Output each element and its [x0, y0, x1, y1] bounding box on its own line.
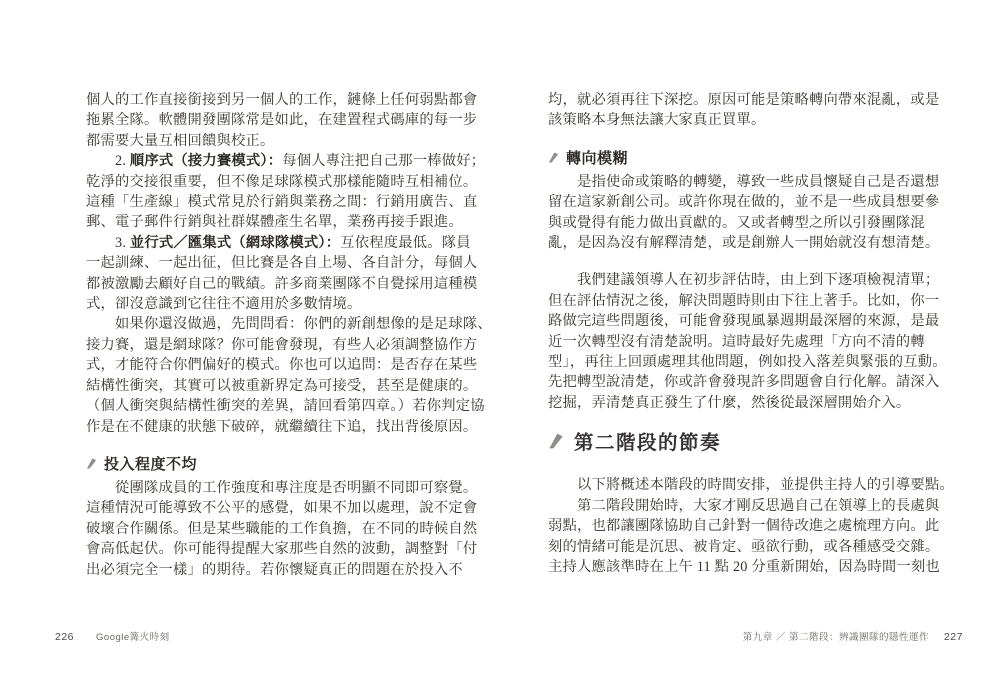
text-line: 一起訓練、一起出征，但比賽是各自上場、各自計分，每個人	[86, 255, 478, 272]
text-line: 亂，是因為沒有解釋清楚，或是創辦人一開始就沒有想清楚。	[548, 235, 940, 252]
page-right	[548, 90, 958, 577]
text-line: 第二階段開始時，大家才剛反思過自己在領導上的長處與	[577, 497, 940, 514]
text-line: 式，才能符合你們偏好的模式。你也可以追問：是否存在某些	[86, 357, 478, 374]
text-line: 是指使命或策略的轉變，導致一些成員懷疑自己是否還想	[577, 173, 940, 190]
text-line: 近一次轉型沒有清楚說明。這時最好先處理「方向不清的轉	[548, 333, 925, 350]
text-line: 結構性衝突，其實可以被重新界定為可接受，甚至是健康的。	[86, 377, 478, 394]
pen-icon	[86, 457, 97, 470]
section-heading-large	[548, 427, 958, 455]
page-number-right: 227	[943, 631, 963, 643]
paragraph	[548, 270, 958, 413]
text-line: 乾淨的交接很重要，但不像足球隊模式那樣能隨時互相補位。	[86, 173, 478, 190]
running-title-chapter: 第九章 ／ 第二階段：辨識團隊的隱性運作	[742, 632, 929, 643]
running-title-book: Google篝火時刻	[96, 632, 170, 643]
text-line: 作是在不健康的狀態下破碎，就繼續往下追，找出背後原因。	[86, 418, 478, 435]
text-line: 該策略本身無法讓大家真正買單。	[548, 112, 766, 129]
text-line: 接力賽，還是網球隊？你可能會發現，有些人必須調整協作方	[86, 336, 478, 353]
footer-right	[743, 629, 963, 643]
text-line: 都被激勵去顧好自己的戰績。許多商業團隊不自覺採用這種模	[86, 275, 478, 292]
page-left	[86, 90, 492, 580]
text-line: 以下將概述本階段的時間安排，並提供主持人的引導要點。	[577, 477, 954, 494]
text-line: 先把轉型說清楚，你或許會發現許多問題會自行化解。請深入	[548, 374, 940, 391]
text-line: 刻的情緒可能是沉思、被肯定、亟欲行動，或各種感受交雜。	[548, 538, 940, 555]
paragraph	[548, 475, 958, 577]
text-line: 但在評估情況之後，解決問題時則由下往上著手。比如，你一	[548, 292, 940, 309]
text-line: 拖累全隊。軟體開發團隊常是如此，在建置程式碼庫的每一步	[86, 112, 478, 129]
pen-icon	[548, 151, 559, 164]
page-number-left: 226	[55, 631, 75, 643]
paragraph	[86, 314, 492, 436]
text-line: 我們建議領導人在初步評估時，由上到下逐項檢視清單；	[577, 272, 940, 289]
text-line: 式，卻沒意識到它往往不適用於多數情境。	[86, 296, 362, 313]
text-line: 主持人應該準時在上午 11 點 20 分重新開始，因為時間一刻也	[548, 558, 940, 575]
text-line: 2. 順序式（接力賽模式）：每個人專注把自己那一棒做好；	[115, 153, 486, 170]
text-line: 如果你還沒做過，先問問看：你們的新創想像的是足球隊、	[115, 316, 492, 333]
footer-left	[55, 629, 170, 643]
text-line: 個人的工作直接銜接到另一個人的工作，鏈條上任何弱點都會	[86, 92, 478, 108]
pen-icon	[548, 432, 564, 450]
text-line: 郵、電子郵件行銷與社群媒體產生名單，業務再接手跟進。	[86, 214, 463, 231]
text-line: 破壞合作關係。但是某些職能的工作負擔，在不同的時候自然	[86, 520, 478, 537]
paragraph	[86, 478, 478, 580]
text-line: （個人衝突與結構性衝突的差異，請回看第四章。）若你判定協	[86, 398, 485, 415]
text-line: 3. 並行式／匯集式（網球隊模式）：互依程度最低。隊員	[115, 234, 471, 251]
paragraph	[86, 233, 478, 315]
text-line: 都需要大量互相回饋與校正。	[86, 132, 275, 149]
heading-text: 投入程度不均	[104, 456, 198, 473]
section-heading	[86, 453, 472, 474]
paragraph	[86, 90, 478, 151]
heading-text: 第二階段的節奏	[574, 432, 722, 455]
paragraph	[86, 151, 486, 233]
text-line: 與或覺得有能力做出貢獻的。又或者轉型之所以引發團隊混	[548, 214, 925, 231]
text-line: 型」，再往上回頭處理其他問題，例如投入落差與緊張的互動。	[548, 354, 947, 371]
text-line: 挖掘，弄清楚真正發生了什麼，然後從最深層開始介入。	[548, 394, 911, 411]
text-line: 會高低起伏。你可能得提醒大家那些自然的波動，調整對「付	[86, 541, 478, 558]
text-line: 這種情況可能導致不公平的感覺，如果不加以處理，說不定會	[86, 500, 478, 517]
text-line: 這種「生產線」模式常見於行銷與業務之間：行銷用廣告、直	[86, 194, 478, 211]
text-line: 均，就必須再往下深挖。原因可能是策略轉向帶來混亂，或是	[548, 92, 940, 108]
text-line: 出必須完全一樣」的期待。若你懷疑真正的問題在於投入不	[86, 561, 463, 578]
paragraph	[548, 172, 958, 254]
text-line: 路做完這些問題後，可能會發現風暴週期最深層的來源，是最	[548, 313, 940, 330]
paragraph	[548, 90, 958, 131]
text-line: 留在這家新創公司。或許你現在做的，並不是一些成員想要參	[548, 194, 940, 211]
text-line: 弱點，也都讓團隊協助自己針對一個待改進之處梳理方向。此	[548, 518, 940, 535]
text-line: 從團隊成員的工作強度和專注度是否明顯不同即可察覺。	[115, 479, 478, 496]
section-heading	[548, 147, 958, 168]
heading-text: 轉向模糊	[566, 150, 629, 167]
